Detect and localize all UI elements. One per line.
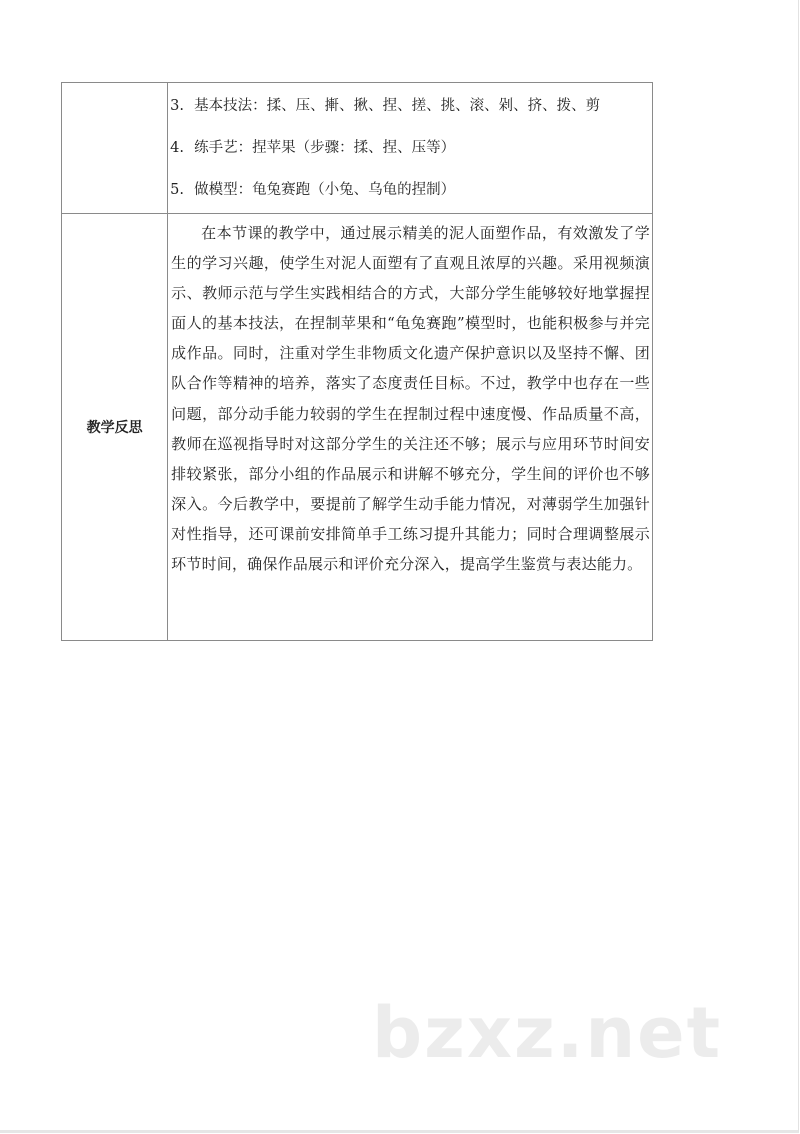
reflection-label: 教学反思	[62, 214, 168, 641]
teaching-reflection-row	[62, 214, 653, 641]
step-text: 练手艺：捏苹果（步骤：揉、捏、压等）	[194, 140, 456, 156]
steps-content-cell	[168, 83, 653, 214]
step-item-4	[170, 138, 455, 158]
step-number: 5.	[170, 182, 185, 198]
step-item-3	[170, 96, 600, 116]
step-number: 3.	[170, 98, 185, 114]
step-text: 基本技法：揉、压、搟、揪、捏、搓、挑、滚、剁、挤、拨、剪	[194, 98, 601, 114]
site-watermark: bzxz.net	[372, 992, 723, 1074]
step-number: 4.	[170, 140, 185, 156]
reflection-text: 在本节课的教学中，通过展示精美的泥人面塑作品，有效激发了学生的学习兴趣，使学生对泥人面塑有了直观且浓厚的兴趣。采用视频演示、教师示范与学生实践相结合的方式，大部分学生能够较好地掌握捏面人的基本技法，在捏制苹果和“龟兔赛跑”模型时，也能积极参与并完成作品。同时，注重对学生非物质文化遗产保护意识以及坚持不懈、团队合作等精神的培养，落实了态度责任目标。不过，教学中也存在一些问题，部分动手能力较弱的学生在捏制过程中速度慢、作品质量不高，教师在巡视指导时对这部分学生的关注还不够；展示与应用环节时间安排较紧张，部分小组的作品展示和讲解不够充分，学生间的评价也不够深入。今后教学中，要提前了解学生动手能力情况，对薄弱学生加强针对性指导，还可课前安排简单手工练习提升其能力；同时合理调整展示环节时间，确保作品展示和评价充分深入，提高学生鉴赏与表达能力。	[168, 214, 653, 641]
teaching-steps-row	[62, 83, 653, 214]
step-text: 做模型：龟兔赛跑（小兔、乌龟的捏制）	[194, 182, 456, 198]
steps-label-cell	[62, 83, 168, 214]
lesson-plan-table	[61, 82, 653, 641]
step-item-5	[170, 180, 455, 200]
